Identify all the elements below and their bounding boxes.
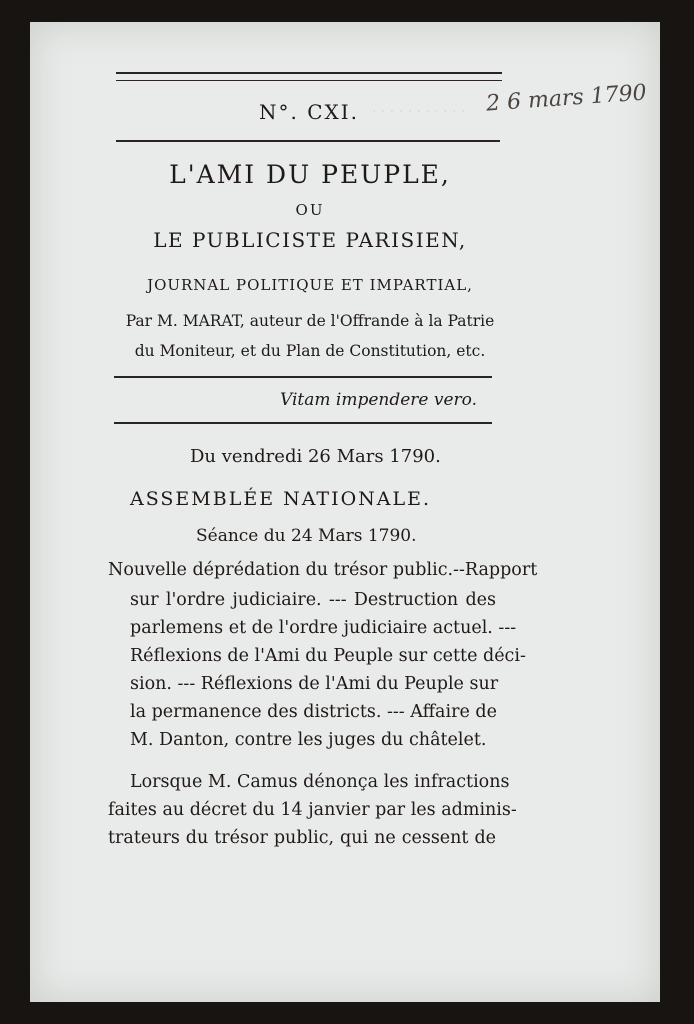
summary-line: sion. --- Réflexions de l'Ami du Peuple sur (130, 674, 499, 694)
rule-below-motto (114, 422, 492, 424)
masthead-title: L'AMI DU PEUPLE, (169, 160, 451, 189)
issue-date: Du vendredi 26 Mars 1790. (190, 446, 441, 467)
masthead-subtitle: LE PUBLICISTE PARISIEN, (153, 228, 467, 252)
masthead-ou: OU (295, 201, 325, 219)
top-rule (116, 72, 502, 74)
session-date: Séance du 24 Mars 1790. (196, 526, 417, 546)
section-heading: ASSEMBLÉE NATIONALE. (130, 488, 432, 510)
summary-line: Réflexions de l'Ami du Peuple sur cette déci- (130, 646, 526, 666)
rule-above-motto (114, 376, 492, 378)
handwritten-date: 2 6 mars 1790 (485, 80, 648, 117)
rule-under-number (116, 140, 500, 142)
masthead-tagline: JOURNAL POLITIQUE ET IMPARTIAL, (147, 276, 473, 294)
top-rule-thin (116, 80, 502, 81)
summary-line: la permanence des districts. --- Affaire de (130, 702, 497, 722)
body-line: trateurs du trésor public, qui ne cessent de (108, 828, 496, 848)
author-line-2: du Moniteur, et du Plan de Constitution, etc. (134, 342, 486, 360)
bleed-through-text: · · · · · · · · · · · (372, 104, 466, 120)
issue-number: N°. CXI. (258, 100, 359, 124)
summary-line: Nouvelle déprédation du trésor public.--Rapport (108, 560, 538, 580)
body-line: faites au décret du 14 janvier par les adminis- (108, 800, 517, 820)
summary-line: M. Danton, contre les juges du châtelet. (130, 730, 487, 750)
body-line: Lorsque M. Camus dénonça les infractions (130, 772, 510, 792)
summary-line: sur l'ordre judiciaire. --- Destruction des (130, 590, 496, 610)
motto: Vitam impendere vero. (280, 390, 478, 410)
summary-line: parlemens et de l'ordre judiciaire actuel. --- (130, 618, 517, 638)
author-line-1: Par M. MARAT, auteur de l'Offrande à la Patrie (125, 312, 495, 330)
